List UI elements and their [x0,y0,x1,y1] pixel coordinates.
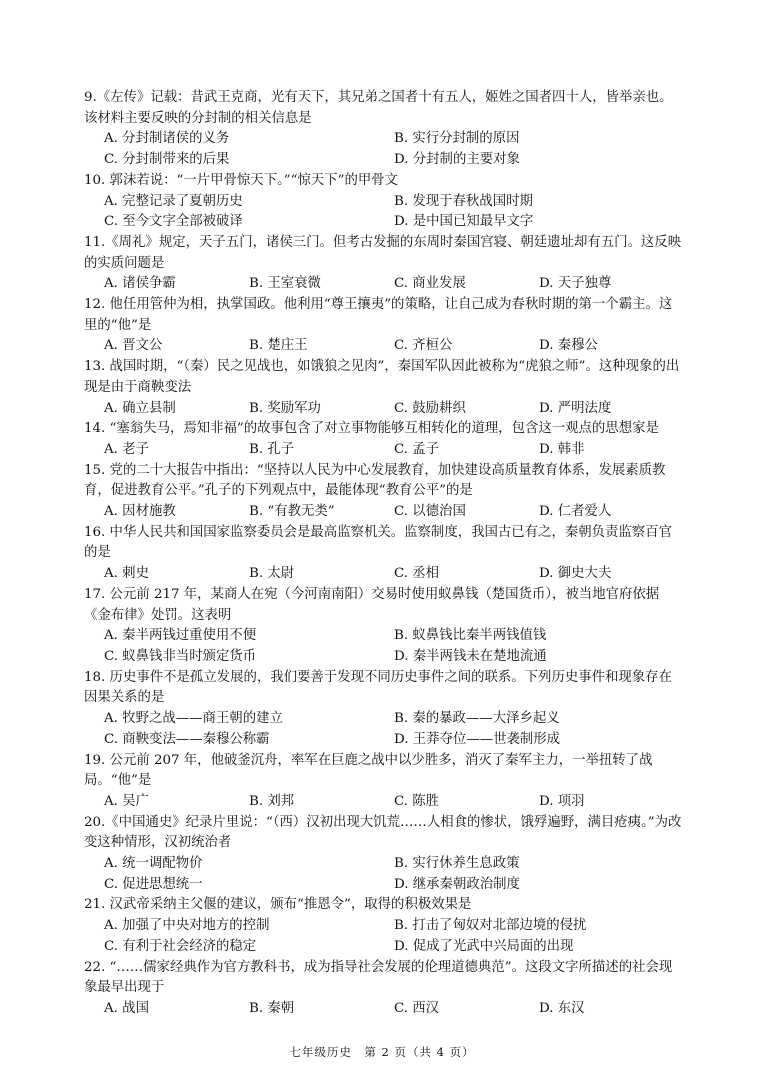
answer-option: C. 促进思想统一 [104,876,203,892]
question-stem: 10. 郭沫若说：“一片甲骨惊天下。”“惊天下”的甲骨文 [84,172,399,188]
answer-option: D. 秦半两钱未在楚地流通 [394,648,547,664]
answer-option: D. 是中国已知最早文字 [394,214,534,230]
answer-option: A. 诸侯争霸 [104,276,176,292]
question-item [84,88,684,171]
question-stem: 18. 历史事件不是孤立发展的，我们要善于发现不同历史事件之间的联系。下列历史事件和现象存在因果关系的是 [84,669,672,706]
answer-option: C. 至今文字全部被破译 [104,214,243,230]
answer-option: C. 齐桓公 [394,338,453,354]
answer-option: D. 继承秦朝政治制度 [394,876,520,892]
question-item [84,813,684,896]
answer-option: C. 丞相 [394,566,440,582]
answer-option: D. 仁者爱人 [539,504,612,520]
question-stem: 22. “……儒家经典作为官方教科书，成为指导社会发展的伦理道德典范”。这段文字所描述的社会现象最早出现于 [84,959,673,996]
answer-option: B. “有教无类” [249,504,335,520]
answer-option: C. 有利于社会经济的稳定 [104,938,257,954]
answer-option: B. 刘邦 [249,793,295,809]
answer-option: D. 王莽夺位——世袭制形成 [394,731,561,747]
option-group [84,274,684,295]
answer-option: B. 孔子 [249,441,295,457]
answer-option: A. 完整记录了夏朝历史 [104,193,243,209]
answer-option: B. 实行休养生息政策 [394,856,520,872]
answer-option: C. 商业发展 [394,276,466,292]
question-item [84,751,684,813]
question-item [84,958,684,1020]
option-group [84,626,684,667]
question-stem: 19. 公元前 207 年，他破釜沉舟，率军在巨鹿之战中以少胜多，消灭了秦军主力，一举扭转了战局。“他”是 [84,752,653,789]
answer-option: A. 老子 [104,441,149,457]
question-stem: 13. 战国时期，“（秦）民之见战也，如饿狼之见肉”，秦国军队因此被称为“虎狼之师”。这种现象的出现是由于商鞅变法 [84,359,680,395]
question-stem: 17. 公元前 217 年，某商人在宛（今河南南阳）交易时使用蚁鼻钱（楚国货币），被当地官府依据《金布律》处罚。这表明 [84,586,660,623]
question-item [84,171,684,233]
question-item [84,523,684,585]
answer-option: A. 确立县制 [104,400,176,416]
answer-option: D. 项羽 [539,793,585,809]
answer-option: D. 天子独尊 [539,276,612,292]
question-item [84,419,684,460]
question-stem: 9.《左传》记载：昔武王克商，光有天下，其兄弟之国者十有五人，姬姓之国者四十人，皆举亲也。该材料主要反映的分封制的相关信息是 [84,90,673,126]
answer-option: A. 牧野之战——商王朝的建立 [104,711,283,727]
answer-option: A. 加强了中央对地方的控制 [104,918,270,934]
option-group [84,502,684,523]
option-group [84,916,684,957]
question-stem: 21. 汉武帝采纳主父偃的建议，颁布“推恩令”，取得的积极效果是 [84,897,472,913]
answer-option: B. 秦朝 [249,1000,295,1016]
answer-option: D. 秦穆公 [539,338,598,354]
question-item [84,233,684,295]
option-group [84,854,684,895]
answer-option: C. 孟子 [394,441,440,457]
question-list [84,88,684,1020]
option-group [84,129,684,170]
option-group [84,440,684,461]
answer-option: C. 陈胜 [394,793,440,809]
answer-option: A. 分封制诸侯的义务 [104,131,230,147]
option-group [84,792,684,813]
question-stem: 20.《中国通史》纪录片里说：“（西）汉初出现大饥荒……人相食的惨状，饿殍遍野，满目疮痍。”为改变这种情形，汉初统治者 [84,814,682,851]
question-stem: 16. 中华人民共和国国家监察委员会是最高监察机关。监察制度，我国古已有之，秦朝负责监察百官的是 [84,524,672,561]
answer-option: C. 分封制带来的后果 [104,152,230,168]
question-item [84,357,684,419]
question-item [84,585,684,668]
answer-option: C. 商鞅变法——秦穆公称霸 [104,731,270,747]
answer-option: B. 发现于春秋战国时期 [394,193,533,209]
answer-option: D. 东汉 [539,1000,585,1016]
answer-option: B. 打击了匈奴对北部边境的侵扰 [394,918,587,934]
answer-option: B. 秦的暴政——大泽乡起义 [394,711,560,727]
answer-option: D. 严明法度 [539,400,612,416]
answer-option: B. 楚庄王 [249,338,308,354]
option-group [84,399,684,420]
answer-option: A. 战国 [104,1000,149,1016]
question-stem: 12. 他任用管仲为相，执掌国政。他利用“尊王攘夷”的策略，让自己成为春秋时期的第一个霸主。这里的“他”是 [84,297,673,333]
question-stem: 15. 党的二十大报告中指出：“坚持以人民为中心发展教育，加快建设高质量教育体系，发展素质教育，促进教育公平。”孔子的下列观点中，最能体现“教育公平”的是 [84,462,666,499]
answer-option: D. 分封制的主要对象 [394,152,520,168]
answer-option: D. 御史大夫 [539,566,612,582]
answer-option: A. 吴广 [104,793,149,809]
question-item [84,895,684,957]
answer-option: B. 蚁鼻钱比秦半两钱值钱 [394,628,547,644]
answer-option: B. 王室衰微 [249,276,321,292]
answer-option: B. 太尉 [249,566,295,582]
answer-option: B. 奖励军功 [249,400,321,416]
option-group [84,192,684,233]
answer-option: C. 西汉 [394,1000,440,1016]
answer-option: D. 促成了光武中兴局面的出现 [394,938,574,954]
question-item [84,668,684,751]
question-stem: 14. “塞翁失马，焉知非福”的故事包含了对立事物能够互相转化的道理，包含这一观点的思想家是 [84,421,659,437]
option-group [84,336,684,357]
answer-option: C. 以德治国 [394,504,466,520]
answer-option: A. 刺史 [104,566,149,582]
page-footer: 七年级历史 第 2 页（共 4 页） [289,1045,475,1059]
option-group [84,999,684,1020]
option-group [84,564,684,585]
question-stem: 11.《周礼》规定，天子五门，诸侯三门。但考古发掘的东周时秦国宫寝、朝廷遗址却有五门。这反映的实质问题是 [84,234,682,271]
question-item [84,461,684,523]
answer-option: A. 因材施教 [104,504,176,520]
answer-option: D. 韩非 [539,441,585,457]
answer-option: C. 鼓励耕织 [394,400,466,416]
answer-option: A. 秦半两钱过重使用不便 [104,628,257,644]
answer-option: A. 晋文公 [104,338,163,354]
answer-option: B. 实行分封制的原因 [394,131,520,147]
option-group [84,709,684,750]
answer-option: A. 统一调配物价 [104,856,203,872]
answer-option: C. 蚁鼻钱非当时颁定货币 [104,648,257,664]
question-item [84,295,684,357]
